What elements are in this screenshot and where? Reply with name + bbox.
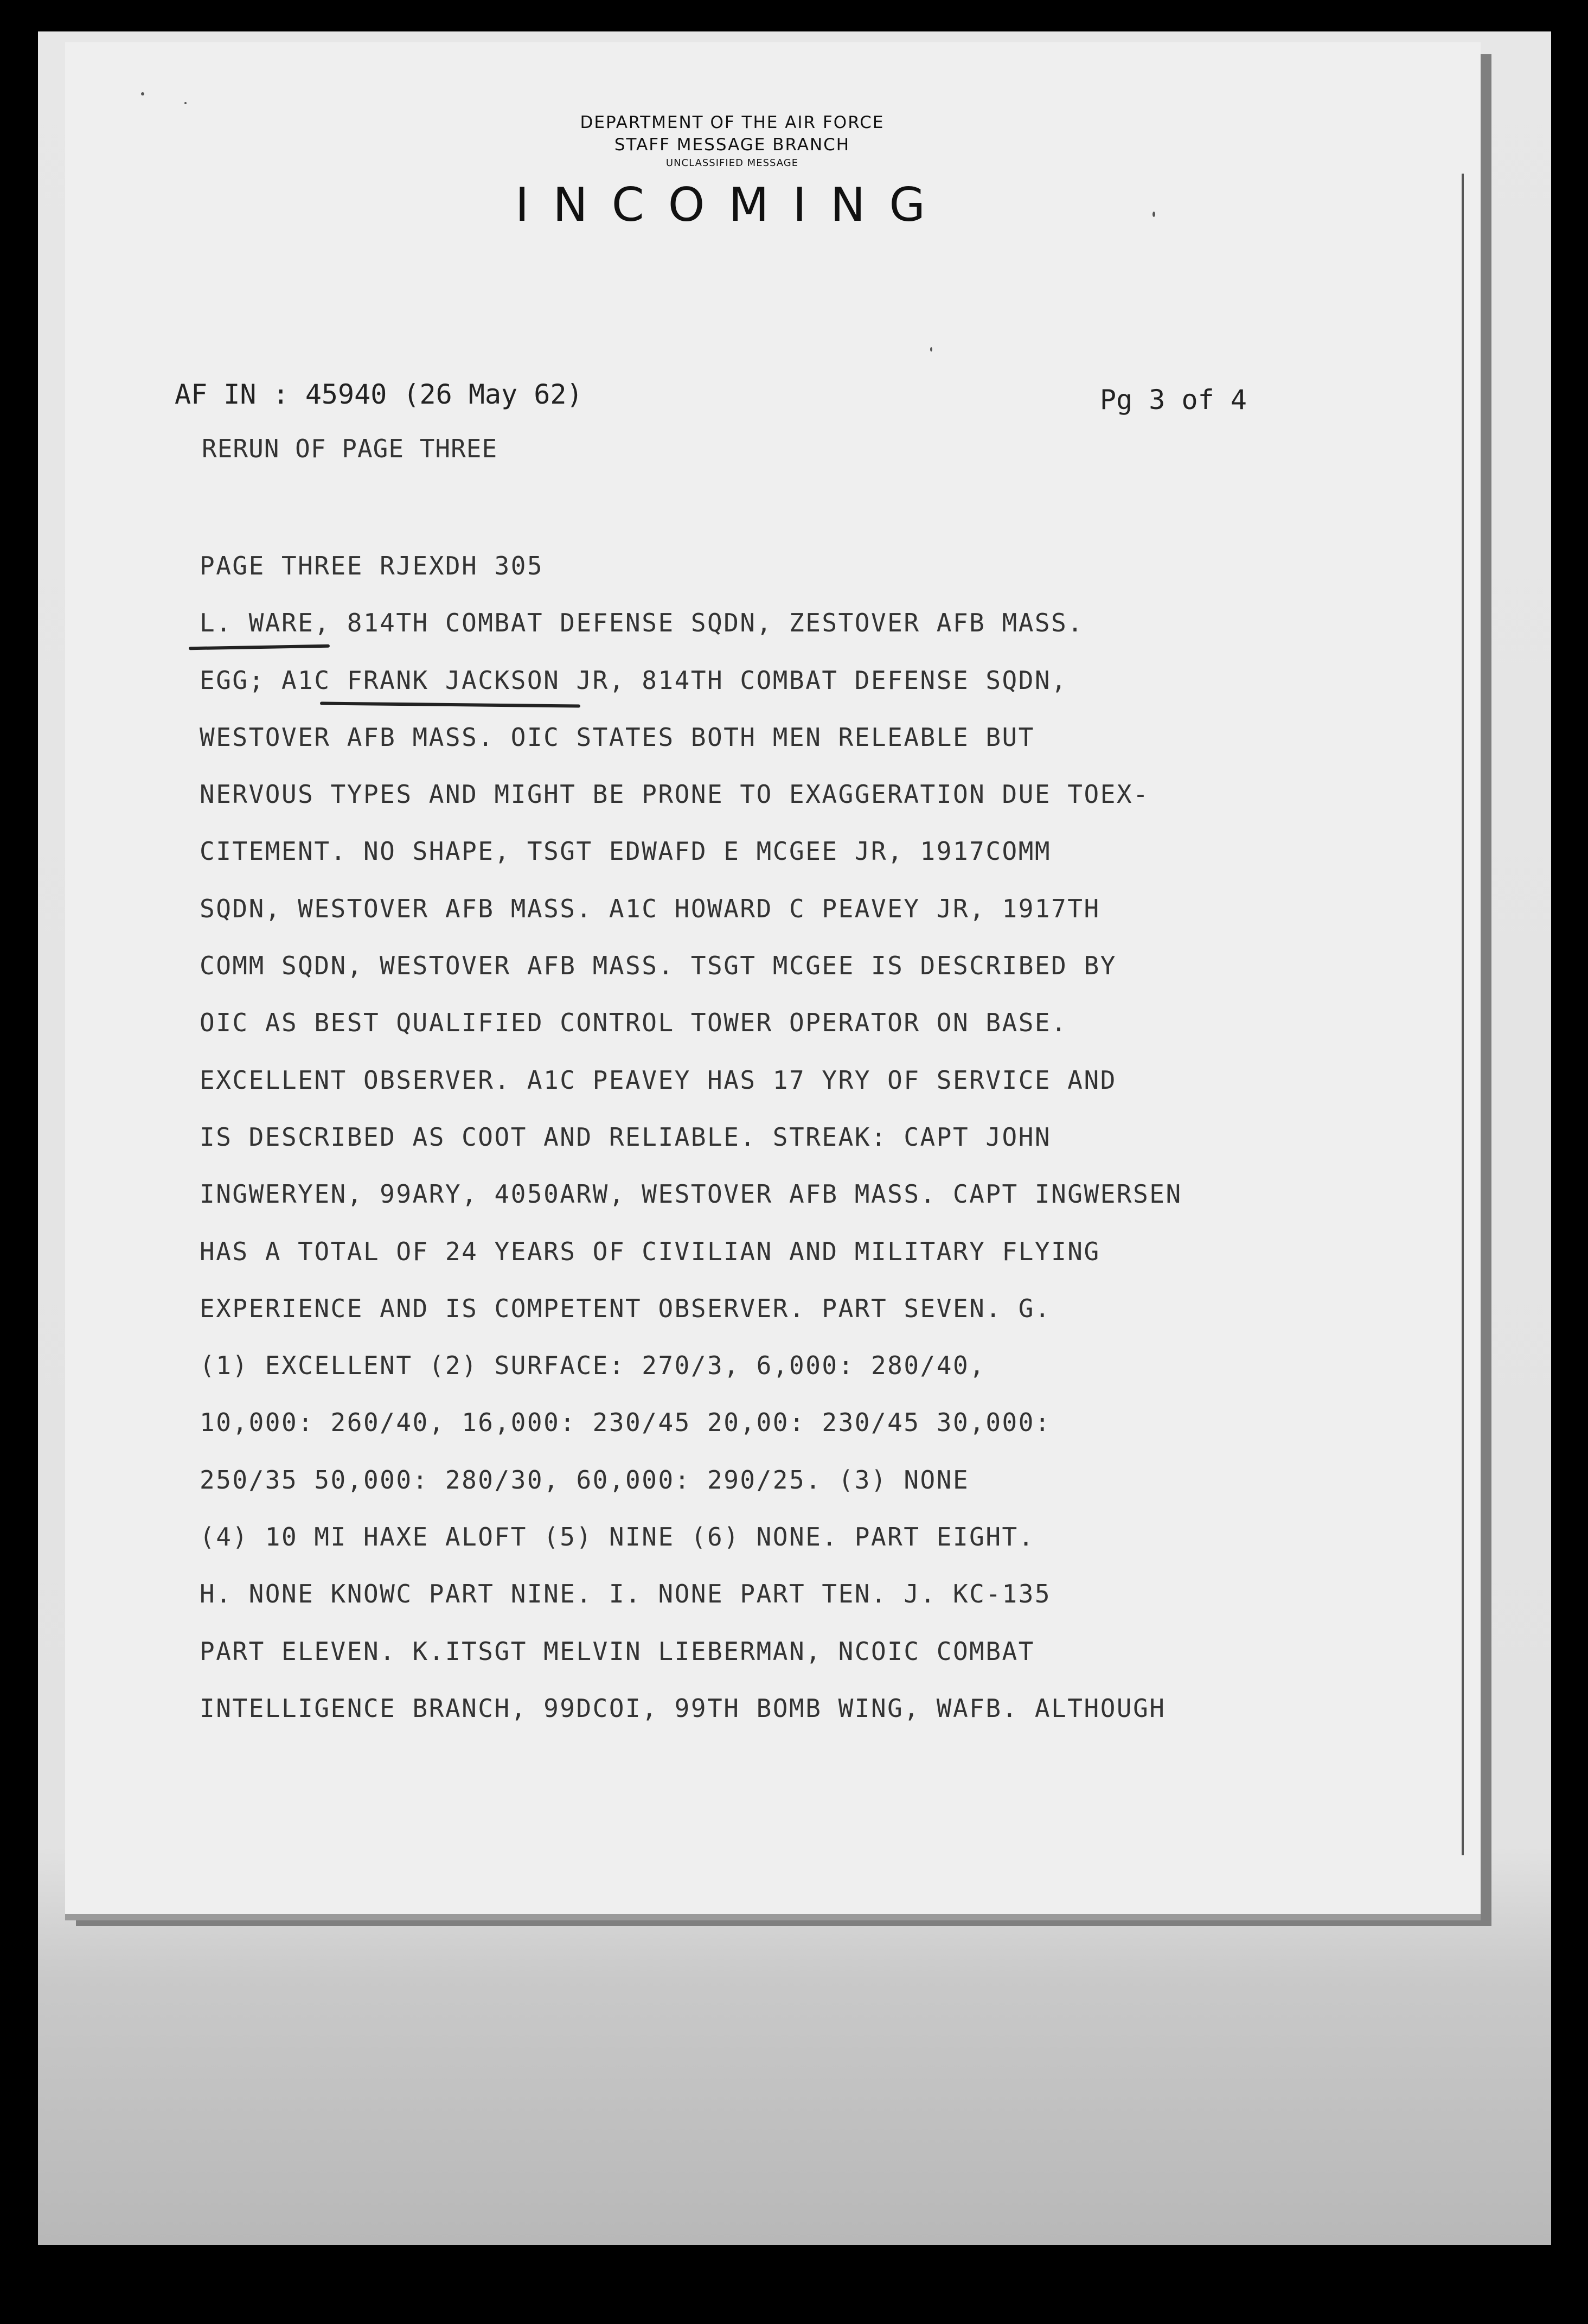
body-line: OIC AS BEST QUALIFIED CONTROL TOWER OPERATOR ON BASE. — [200, 1008, 1068, 1038]
body-line: L. WARE, 814TH COMBAT DEFENSE SQDN, ZESTOVER AFB MASS. — [200, 608, 1084, 638]
body-line: (4) 10 MI HAXE ALOFT (5) NINE (6) NONE. PART EIGHT. — [200, 1522, 1035, 1552]
message-body — [200, 547, 1447, 1746]
page-number: Pg 3 of 4 — [1100, 384, 1247, 416]
body-line: INTELLIGENCE BRANCH, 99DCOI, 99TH BOMB WING, WAFB. ALTHOUGH — [200, 1693, 1166, 1723]
body-line: 10,000: 260/40, 16,000: 230/45 20,00: 230/45 30,000: — [200, 1408, 1052, 1438]
body-line: IS DESCRIBED AS COOT AND RELIABLE. STREAK: CAPT JOHN — [200, 1122, 1052, 1152]
body-line: NERVOUS TYPES AND MIGHT BE PRONE TO EXAGGERATION DUE TOEX- — [200, 780, 1150, 809]
body-line: (1) EXCELLENT (2) SURFACE: 270/3, 6,000: 280/40, — [200, 1351, 986, 1381]
rerun-note: RERUN OF PAGE THREE — [202, 434, 498, 463]
body-line: EXCELLENT OBSERVER. A1C PEAVEY HAS 17 YRY OF SERVICE AND — [200, 1065, 1117, 1095]
body-line: EXPERIENCE AND IS COMPETENT OBSERVER. PART SEVEN. G. — [200, 1293, 1052, 1323]
film-speck — [141, 92, 144, 95]
department-title: DEPARTMENT OF THE AIR FORCE — [580, 113, 885, 132]
af-in-reference: AF IN : 45940 (26 May 62) — [175, 379, 583, 410]
body-line: HAS A TOTAL OF 24 YEARS OF CIVILIAN AND MILITARY FLYING — [200, 1236, 1100, 1266]
branch-title: STAFF MESSAGE BRANCH — [614, 135, 850, 155]
message-type-title: INCOMING — [515, 178, 949, 232]
film-speck — [930, 347, 932, 352]
body-line: PAGE THREE RJEXDH 305 — [200, 551, 544, 580]
body-line: WESTOVER AFB MASS. OIC STATES BOTH MEN RELEABLE BUT — [200, 722, 1035, 752]
body-line: EGG; A1C FRANK JACKSON JR, 814TH COMBAT DEFENSE SQDN, — [200, 665, 1068, 695]
body-line: INGWERYEN, 99ARY, 4050ARW, WESTOVER AFB MASS. CAPT INGWERSEN — [200, 1179, 1182, 1209]
body-line: H. NONE KNOWC PART NINE. I. NONE PART TEN. J. KC-135 — [200, 1579, 1052, 1609]
masthead — [488, 111, 976, 235]
body-line: PART ELEVEN. K.ITSGT MELVIN LIEBERMAN, NCOIC COMBAT — [200, 1636, 1035, 1666]
classification-label: UNCLASSIFIED MESSAGE — [665, 157, 799, 169]
body-line: 250/35 50,000: 280/30, 60,000: 290/25. (3) NONE — [200, 1465, 970, 1495]
body-line: SQDN, WESTOVER AFB MASS. A1C HOWARD C PEAVEY JR, 1917TH — [200, 893, 1100, 923]
body-line: CITEMENT. NO SHAPE, TSGT EDWAFD E MCGEE JR, 1917COMM — [200, 837, 1052, 866]
body-line: COMM SQDN, WESTOVER AFB MASS. TSGT MCGEE IS DESCRIBED BY — [200, 951, 1117, 981]
film-speck — [184, 102, 187, 104]
sheet-edge — [1462, 174, 1464, 1855]
film-speck — [1152, 212, 1155, 217]
